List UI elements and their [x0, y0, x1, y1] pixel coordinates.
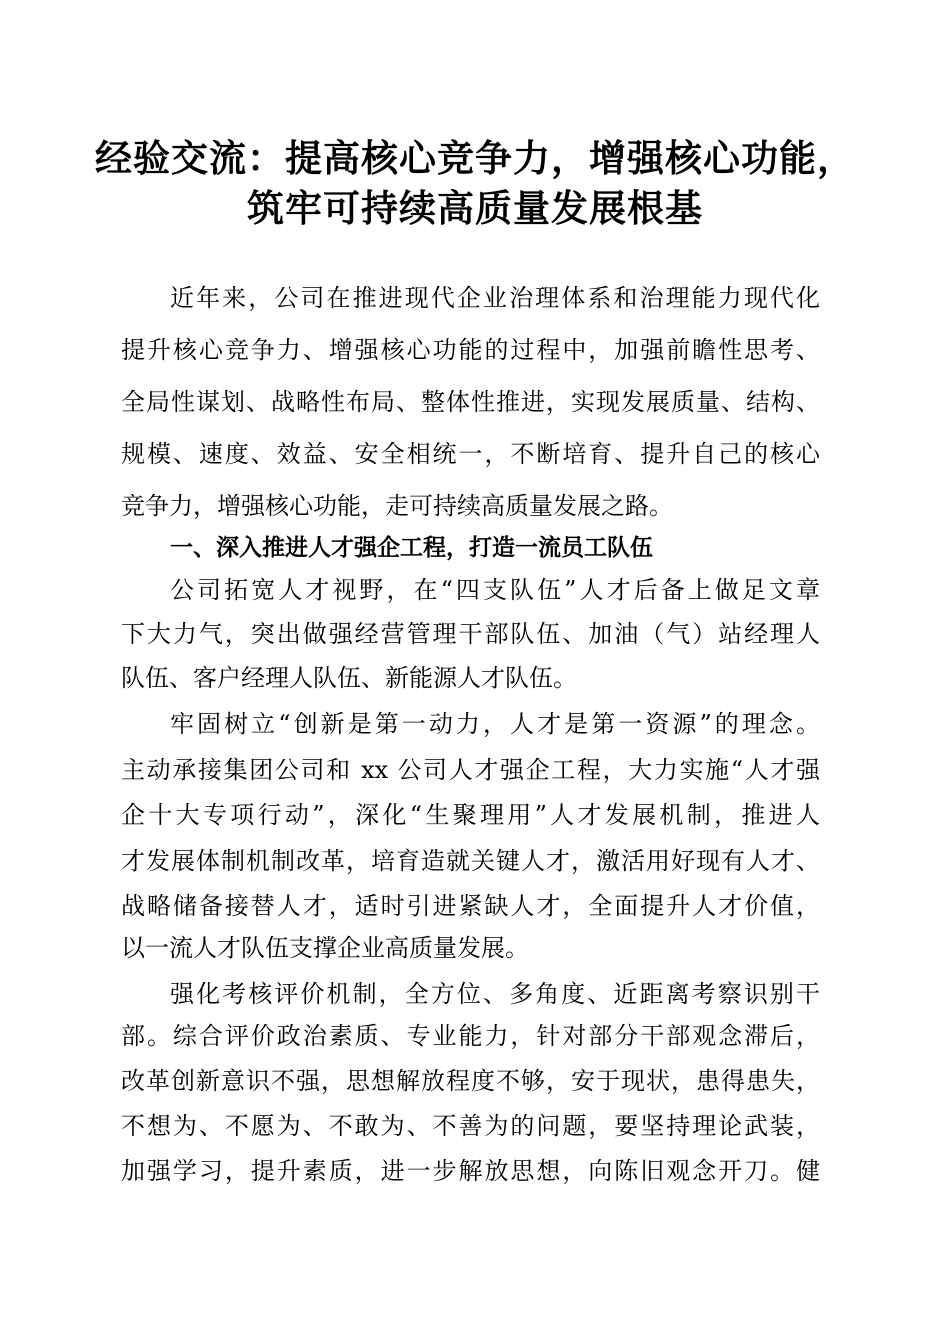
paragraph-line: 才发展体制机制改革，培育造就关键人才，激活用好现有人才、: [121, 847, 820, 875]
paragraph-line: 强化考核评价机制，全方位、多角度、近距离考察识别干: [170, 980, 820, 1008]
paragraph-line: 队伍、客户经理人队伍、新能源人才队伍。: [121, 664, 577, 692]
paragraph-line: 全局性谋划、战略性布局、整体性推进，实现发展质量、结构、: [121, 388, 820, 416]
paragraph-line: 近年来，公司在推进现代企业治理体系和治理能力现代化: [170, 284, 820, 312]
paragraph-line: 战略储备接替人才，适时引进紧缺人才，全面提升人才价值，: [121, 892, 820, 920]
section-heading: 一、深入推进人才强企工程，打造一流员工队伍: [170, 535, 653, 561]
paragraph-line: 部。综合评价政治素质、专业能力，针对部分干部观念滞后，: [121, 1022, 820, 1050]
paragraph-line: 主动承接集团公司和 xx 公司人才强企工程，大力实施“人才强: [121, 756, 820, 784]
paragraph-line: 企十大专项行动”，深化“生聚理用”人才发展机制，推进人: [121, 801, 820, 829]
paragraph-line: 不想为、不愿为、不敢为、不善为的问题，要坚持理论武装，: [121, 1112, 820, 1140]
paragraph-line: 竞争力，增强核心功能，走可持续高质量发展之路。: [121, 492, 673, 520]
paragraph-line: 改革创新意识不强，思想解放程度不够，安于现状，患得患失，: [121, 1067, 820, 1095]
paragraph-line: 牢固树立“创新是第一动力，人才是第一资源”的理念。: [170, 710, 820, 738]
paragraph-line: 公司拓宽人才视野，在“四支队伍”人才后备上做足文章: [170, 576, 820, 604]
paragraph-line: 加强学习，提升素质，进一步解放思想，向陈旧观念开刀。健: [121, 1157, 820, 1185]
document-title-line-1: 经验交流：提高核心竞争力，增强核心功能，: [95, 136, 855, 180]
paragraph-line: 提升核心竞争力、增强核心功能的过程中，加强前瞻性思考、: [121, 336, 820, 364]
document-title-line-2: 筑牢可持续高质量发展根基: [247, 186, 703, 230]
paragraph-line: 以一流人才队伍支撑企业高质量发展。: [121, 934, 529, 962]
paragraph-line: 下大力气，突出做强经营管理干部队伍、加油（气）站经理人: [121, 620, 820, 648]
paragraph-line: 规模、速度、效益、安全相统一，不断培育、提升自己的核心: [121, 440, 820, 468]
